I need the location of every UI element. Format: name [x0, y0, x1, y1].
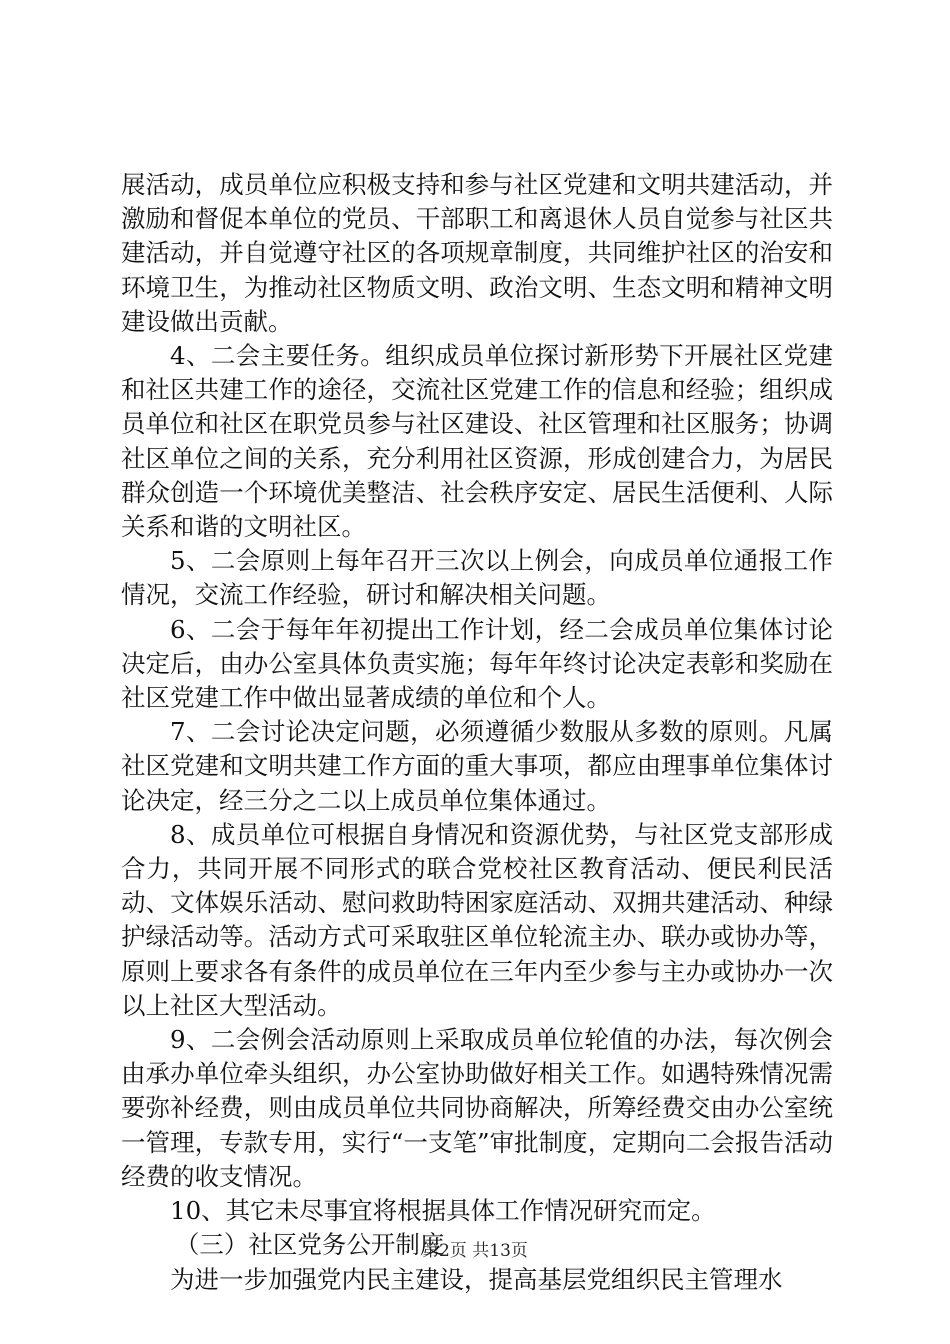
page-footer	[0, 1240, 950, 1262]
section-heading: （三）社区党务公开制度	[174, 1230, 445, 1260]
paragraph-item-4: 4、二会主要任务。组织成员单位探讨新形势下开展社区党建和社区共建工作的途径，交流社区党建工作的信息和经验；组织成员单位和社区在职党员参与社区建设、社区管理和社区服务；协调社区单位之间的关系，充分利用社区资源，形成创建合力，为居民群众创造一个环境优美整洁、社会秩序安定、居民生活便利、人际关系和谐的文明社区。	[121, 341, 833, 542]
paragraph-item-5: 5、二会原则上每年召开三次以上例会，向成员单位通报工作情况，交流工作经验，研讨和解决相关问题。	[121, 546, 833, 610]
paragraph-section-intro: 为进一步加强党内民主建设，提高基层党组织民主管理水	[170, 1264, 783, 1294]
paragraph-item-6: 6、二会于每年年初提出工作计划，经二会成员单位集体讨论决定后，由办公室具体负责实施；每年年终讨论决定表彰和奖励在社区党建工作中做出显著成绩的单位和个人。	[121, 614, 833, 713]
paragraph-item-7: 7、二会讨论决定问题，必须遵循少数服从多数的原则。凡属社区党建和文明共建工作方面的重大事项，都应由理事单位集体讨论决定，经三分之二以上成员单位集体通过。	[121, 717, 833, 815]
document-body	[121, 168, 833, 1297]
paragraph-item-10: 10、其它未尽事宜将根据具体工作情况研究而定。	[170, 1196, 716, 1226]
paragraph-continuation: 展活动，成员单位应积极支持和参与社区党建和文明共建活动，并激励和督促本单位的党员、干部职工和离退休人员自觉参与社区共建活动，并自觉遵守社区的各项规章制度，共同维护社区的治安和环境卫生，为推动社区物质文明、政治文明、生态文明和精神文明建设做出贡献。	[121, 170, 833, 336]
page-number-label: 第2页 共13页	[422, 1241, 528, 1261]
paragraph-item-9: 9、二会例会活动原则上采取成员单位轮值的办法，每次例会由承办单位牵头组织，办公室协助做好相关工作。如遇特殊情况需要弥补经费，则由成员单位共同协商解决，所筹经费交由办公室统一管理，专款专用，实行“一支笔”审批制度，定期向二会报告活动经费的收支情况。	[121, 1025, 833, 1191]
paragraph-item-8: 8、成员单位可根据自身情况和资源优势，与社区党支部形成合力，共同开展不同形式的联合党校社区教育活动、便民利民活动、文体娱乐活动、慰问救助特困家庭活动、双拥共建活动、种绿护绿活动等。活动方式可采取驻区单位轮流主办、联办或协办等，原则上要求各有条件的成员单位在三年内至少参与主办或协办一次以上社区大型活动。	[121, 819, 833, 1020]
